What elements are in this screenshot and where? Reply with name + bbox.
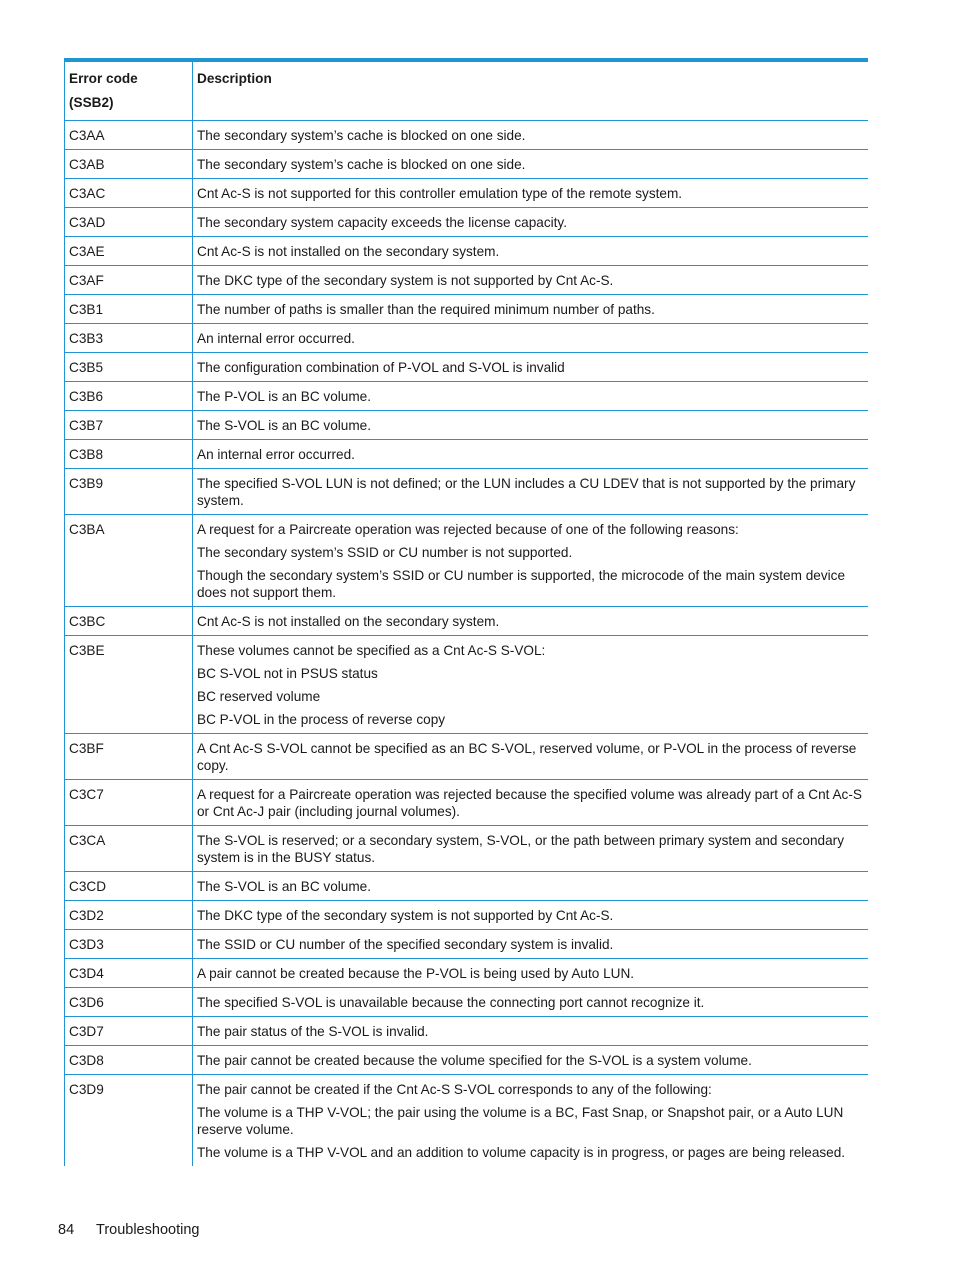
description-line: Cnt Ac-S is not installed on the secondary system.: [197, 244, 500, 259]
description-line: The specified S-VOL LUN is not defined; or the LUN includes a CU LDEV that is not supported by the primary system.: [197, 476, 856, 508]
error-code-cell: C3B1: [65, 295, 193, 324]
table-row: [65, 295, 869, 324]
error-code-cell: C3AA: [65, 121, 193, 150]
table-row: [65, 324, 869, 353]
description-cell: [193, 353, 869, 382]
description-line: The number of paths is smaller than the required minimum number of paths.: [197, 302, 655, 317]
table-row: [65, 382, 869, 411]
table-row: [65, 959, 869, 988]
description-line: Though the secondary system’s SSID or CU number is supported, the microcode of the main system device does not support them.: [197, 568, 846, 600]
description-line: The pair cannot be created because the volume specified for the S-VOL is a system volume.: [197, 1053, 752, 1068]
error-code-cell: C3D8: [65, 1046, 193, 1075]
footer-section-title: Troubleshooting: [96, 1222, 200, 1238]
table-row: [65, 266, 869, 295]
error-code-cell: C3D4: [65, 959, 193, 988]
error-code-cell: C3B7: [65, 411, 193, 440]
description-line: BC S-VOL not in PSUS status: [197, 666, 378, 681]
description-cell: [193, 469, 869, 515]
table-row: [65, 179, 869, 208]
error-code-cell: C3BC: [65, 607, 193, 636]
description-cell: [193, 515, 869, 607]
description-line: The secondary system capacity exceeds the license capacity.: [197, 215, 567, 230]
description-line: The DKC type of the secondary system is not supported by Cnt Ac-S.: [197, 908, 614, 923]
description-cell: [193, 237, 869, 266]
description-cell: [193, 826, 869, 872]
table-row: [65, 872, 869, 901]
table-row: [65, 150, 869, 179]
description-cell: [193, 607, 869, 636]
error-code-table: [64, 61, 868, 1166]
header-description: Description: [193, 62, 869, 121]
table-row: [65, 515, 869, 607]
table-row: [65, 353, 869, 382]
description-cell: [193, 636, 869, 734]
error-code-cell: C3C7: [65, 780, 193, 826]
error-code-cell: C3B5: [65, 353, 193, 382]
error-code-cell: C3D9: [65, 1075, 193, 1167]
error-code-cell: C3AC: [65, 179, 193, 208]
description-line: An internal error occurred.: [197, 331, 355, 346]
description-line: The specified S-VOL is unavailable because the connecting port cannot recognize it.: [197, 995, 705, 1010]
description-line: The secondary system’s cache is blocked on one side.: [197, 128, 526, 143]
error-code-cell: C3B9: [65, 469, 193, 515]
error-code-cell: C3B8: [65, 440, 193, 469]
description-cell: [193, 150, 869, 179]
description-cell: [193, 121, 869, 150]
error-code-cell: C3D2: [65, 901, 193, 930]
description-line: A request for a Paircreate operation was rejected because of one of the following reasons:: [197, 522, 739, 537]
description-cell: [193, 734, 869, 780]
description-line: These volumes cannot be specified as a Cnt Ac-S S-VOL:: [197, 643, 546, 658]
description-line: The S-VOL is an BC volume.: [197, 418, 372, 433]
table-row: [65, 411, 869, 440]
error-code-cell: C3BF: [65, 734, 193, 780]
table-row: [65, 988, 869, 1017]
table-row: [65, 636, 869, 734]
error-code-cell: C3AF: [65, 266, 193, 295]
description-cell: [193, 1075, 869, 1167]
description-line: The secondary system’s SSID or CU number is not supported.: [197, 545, 573, 560]
description-cell: [193, 780, 869, 826]
description-line: The volume is a THP V-VOL; the pair using the volume is a BC, Fast Snap, or Snapshot pair, or a Auto LUN reserve volume.: [197, 1105, 844, 1137]
table-row: [65, 1075, 869, 1167]
page-number: 84: [58, 1222, 75, 1238]
description-cell: [193, 382, 869, 411]
description-line: The S-VOL is reserved; or a secondary system, S-VOL, or the path between primary system and secondary system is in the BUSY status.: [197, 833, 844, 865]
description-line: The configuration combination of P-VOL and S-VOL is invalid: [197, 360, 565, 375]
page-footer: [58, 1222, 199, 1238]
table-row: [65, 121, 869, 150]
table-row: [65, 826, 869, 872]
description-cell: [193, 208, 869, 237]
description-cell: [193, 1017, 869, 1046]
description-line: BC P-VOL in the process of reverse copy: [197, 712, 446, 727]
description-line: A Cnt Ac-S S-VOL cannot be specified as an BC S-VOL, reserved volume, or P-VOL in the process of reverse copy.: [197, 741, 857, 773]
description-cell: [193, 959, 869, 988]
header-error-code-line1: Error code: [69, 71, 138, 86]
table-row: [65, 469, 869, 515]
table-row: [65, 1046, 869, 1075]
description-line: A pair cannot be created because the P-VOL is being used by Auto LUN.: [197, 966, 635, 981]
description-cell: [193, 1046, 869, 1075]
error-code-cell: C3D3: [65, 930, 193, 959]
description-line: The volume is a THP V-VOL and an addition to volume capacity is in progress, or pages are being released.: [197, 1145, 846, 1160]
description-cell: [193, 930, 869, 959]
description-line: The P-VOL is an BC volume.: [197, 389, 372, 404]
description-line: Cnt Ac-S is not supported for this controller emulation type of the remote system.: [197, 186, 683, 201]
description-line: BC reserved volume: [197, 689, 321, 704]
description-line: An internal error occurred.: [197, 447, 355, 462]
error-code-cell: C3D7: [65, 1017, 193, 1046]
error-code-cell: C3CA: [65, 826, 193, 872]
description-line: The S-VOL is an BC volume.: [197, 879, 372, 894]
error-code-table-container: [64, 58, 868, 1211]
description-cell: [193, 901, 869, 930]
error-code-cell: C3CD: [65, 872, 193, 901]
description-cell: [193, 324, 869, 353]
table-row: [65, 237, 869, 266]
error-code-cell: C3D6: [65, 988, 193, 1017]
header-error-code-line2: (SSB2): [69, 95, 114, 110]
error-code-cell: C3B3: [65, 324, 193, 353]
error-code-cell: C3AB: [65, 150, 193, 179]
description-cell: [193, 266, 869, 295]
table-row: [65, 607, 869, 636]
error-code-cell: C3AD: [65, 208, 193, 237]
table-row: [65, 440, 869, 469]
description-line: The DKC type of the secondary system is not supported by Cnt Ac-S.: [197, 273, 614, 288]
description-line: The pair status of the S-VOL is invalid.: [197, 1024, 429, 1039]
table-row: [65, 780, 869, 826]
description-cell: [193, 411, 869, 440]
table-row: [65, 208, 869, 237]
table-row: [65, 930, 869, 959]
error-code-cell: C3B6: [65, 382, 193, 411]
table-body: [65, 121, 869, 1167]
description-cell: [193, 872, 869, 901]
description-cell: [193, 440, 869, 469]
table-row: [65, 1017, 869, 1046]
description-line: The secondary system’s cache is blocked on one side.: [197, 157, 526, 172]
description-cell: [193, 988, 869, 1017]
description-line: Cnt Ac-S is not installed on the secondary system.: [197, 614, 500, 629]
table-row: [65, 734, 869, 780]
error-code-cell: C3AE: [65, 237, 193, 266]
description-line: The pair cannot be created if the Cnt Ac-S S-VOL corresponds to any of the following:: [197, 1082, 712, 1097]
table-row: [65, 901, 869, 930]
description-cell: [193, 179, 869, 208]
error-code-cell: C3BA: [65, 515, 193, 607]
error-code-cell: C3BE: [65, 636, 193, 734]
description-line: The SSID or CU number of the specified secondary system is invalid.: [197, 937, 614, 952]
description-cell: [193, 295, 869, 324]
header-error-code: [65, 62, 193, 121]
description-line: A request for a Paircreate operation was rejected because the specified volume was already part of a Cnt Ac-S or Cnt Ac-J pair (including journal volumes).: [197, 787, 862, 819]
table-header-row: [65, 62, 869, 121]
